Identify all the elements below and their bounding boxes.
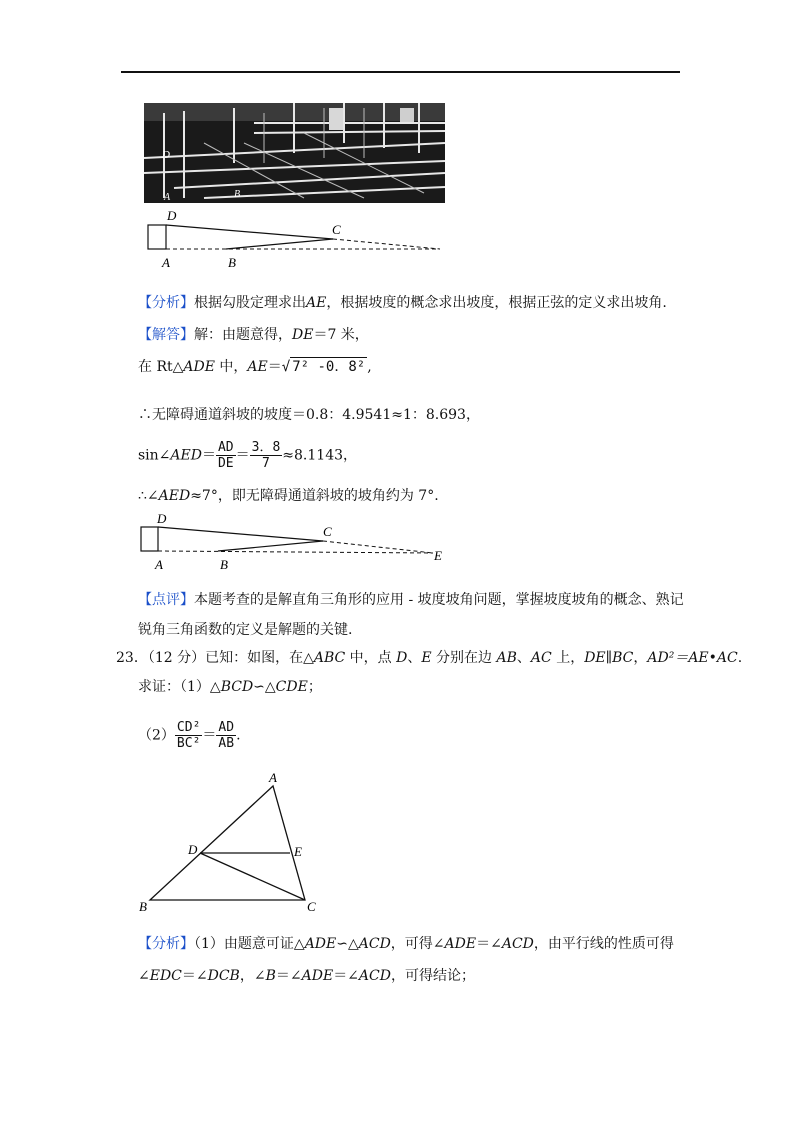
frac-ab: AB [218, 736, 235, 751]
analysis-tag: 【分析】 [138, 295, 194, 311]
a2-l2a: ∠ [138, 968, 150, 984]
frac-num: AD [217, 440, 234, 455]
comment-line-2: 锐角三角函数的定义是解题的关键. [138, 622, 353, 638]
var-acd-a2-2: ACD [501, 936, 534, 952]
q-t7: ， [633, 650, 648, 666]
label-a-2: A [155, 557, 163, 572]
q-text: （12 分）已知：如图，在△ [147, 650, 314, 666]
question-23 [116, 648, 742, 668]
photo-label-b: B [234, 189, 241, 200]
var-ade-a2: ADE [304, 936, 337, 952]
var-ab: AB [496, 650, 517, 666]
a2-sim: ∽△ [336, 936, 359, 952]
rt-mid: 中， [214, 359, 248, 375]
radicand: 7² -0．8² [292, 359, 366, 375]
analysis-1 [138, 293, 667, 313]
var-e: E [421, 650, 432, 666]
tri-label-c: C [307, 899, 316, 914]
q-t4: 分别在边 [431, 650, 497, 666]
sin-approx: ≈8.1143， [282, 447, 358, 464]
a2-eq: ＝∠ [476, 936, 502, 952]
proof-sim: ∽△ [253, 679, 276, 695]
label-c: C [332, 222, 341, 237]
var-d: D [396, 650, 408, 666]
var-abc: ABC [313, 650, 346, 666]
a2-text: （1）由题意可证△ [194, 936, 305, 952]
var-ac: AC [530, 650, 552, 666]
answer-text: 解：由题意得， [194, 327, 292, 343]
tri-label-a: A [269, 770, 277, 785]
frac-den: DE [217, 456, 234, 471]
fraction-ad-ab [216, 720, 236, 751]
var-dcb: DCB [207, 968, 240, 984]
var-b: B [265, 968, 276, 984]
var-ade: ADE [183, 359, 215, 375]
ramp-photo-drawing [144, 103, 445, 203]
analysis-2-tag: 【分析】 [138, 936, 194, 952]
label-b-2: B [220, 557, 228, 572]
analysis-2-line-2 [138, 966, 475, 986]
a2-eq2: ＝∠ [181, 968, 208, 984]
var-edc: EDC [149, 968, 182, 984]
a2-eq3: ＝∠ [275, 968, 302, 984]
question-number: 23． [116, 650, 148, 666]
conclusion-prefix: ∴∠ [138, 488, 159, 504]
proof-p1: 求证：（1）△ [138, 679, 221, 695]
a2-t4: ，∠ [239, 968, 266, 984]
tri-label-e: E [294, 844, 302, 859]
photo-label-a: A [164, 192, 171, 203]
sin-line [138, 440, 357, 471]
conclusion-1 [138, 486, 439, 506]
analysis-text: 根据勾股定理求出 [194, 295, 306, 311]
sin-eq-2: ＝ [235, 447, 250, 464]
var-aed-2: AED [158, 488, 191, 504]
comment-tag: 【点评】 [138, 592, 194, 608]
a2-t5: ，可得结论； [390, 968, 475, 984]
q-t3: 、 [407, 650, 422, 666]
proof-dot: . [236, 727, 241, 744]
rt-tail: , [367, 359, 372, 375]
ramp-diagram-2 [135, 510, 455, 575]
photo-label-d: D [162, 149, 170, 161]
answer-text-2: ＝7 米， [313, 327, 369, 343]
answer-1 [138, 325, 369, 345]
proof-p2: （2） [138, 727, 175, 744]
frac-ad: AD [218, 720, 235, 735]
var-de: DE [292, 327, 314, 343]
frac-cd2: CD² [176, 720, 201, 735]
analysis-text-2: ，根据坡度的概念求出坡度，根据正弦的定义求出坡角. [326, 295, 667, 311]
analysis-2-line-1 [138, 934, 674, 954]
a2-t3: ，由平行线的性质可得 [533, 936, 674, 952]
var-de-parallel-bc: DE∥BC [584, 650, 634, 666]
fraction-values [250, 440, 283, 471]
label-e-2: E [434, 548, 442, 563]
frac-num-2: 3．8 [251, 440, 281, 455]
label-d: D [167, 208, 177, 223]
header-rule [121, 71, 680, 73]
frac-den-2: 7 [262, 456, 270, 471]
tri-label-b: B [139, 899, 147, 914]
slope-line: ∴无障碍通道斜坡的坡度＝0.8：4.9541≈1：8.693， [138, 407, 480, 423]
sin-eq: ＝ [201, 447, 216, 464]
rt-eq: ＝ [267, 359, 282, 375]
proof-eq: ＝ [202, 727, 217, 744]
var-acd-a2-3: ACD [358, 968, 391, 984]
q-t8: . [737, 650, 743, 666]
conclusion-text: ≈7°，即无障碍通道斜坡的坡角约为 7°. [190, 488, 439, 504]
rt-prefix: 在 Rt△ [138, 359, 184, 375]
var-acd-a2: ACD [358, 936, 391, 952]
proof-2 [138, 720, 241, 751]
proof-end: ； [307, 679, 322, 695]
ramp-photo [144, 103, 445, 203]
triangle-diagram [130, 768, 330, 918]
answer-tag: 【解答】 [138, 327, 194, 343]
rt-triangle-line [138, 357, 372, 377]
comment-line-1 [138, 590, 684, 610]
var-bcd: BCD [220, 679, 254, 695]
var-ae: AE [306, 295, 327, 311]
sin-prefix: sin∠ [138, 447, 171, 464]
var-aed: AED [170, 447, 202, 464]
comment-text: 本题考查的是解直角三角形的应用 - 坡度坡角问题，掌握坡度坡角的概念、熟记 [194, 592, 684, 608]
q-t5: 、 [516, 650, 531, 666]
label-d-2: D [157, 511, 167, 526]
fraction-cd2-bc2 [175, 720, 202, 751]
var-cde: CDE [275, 679, 308, 695]
sqrt-expression: √ 7² -0．8² [281, 359, 366, 375]
var-ade-a2-2: ADE [444, 936, 477, 952]
proof-1 [138, 677, 322, 697]
label-b: B [228, 255, 236, 270]
label-c-2: C [323, 524, 332, 539]
label-a: A [162, 255, 170, 270]
ramp-diagram-1 [140, 205, 450, 270]
a2-eq4: ＝∠ [333, 968, 359, 984]
q-t2: 中，点 [345, 650, 397, 666]
tri-label-d: D [188, 842, 198, 857]
frac-bc2: BC² [176, 736, 201, 751]
var-ae-2: AE [247, 359, 268, 375]
var-ad2: AD²＝AE•AC [647, 650, 738, 666]
fraction-ad-de [216, 440, 236, 471]
a2-t2: ，可得∠ [390, 936, 445, 952]
q-t6: 上， [551, 650, 585, 666]
var-ade-a2-3: ADE [301, 968, 334, 984]
